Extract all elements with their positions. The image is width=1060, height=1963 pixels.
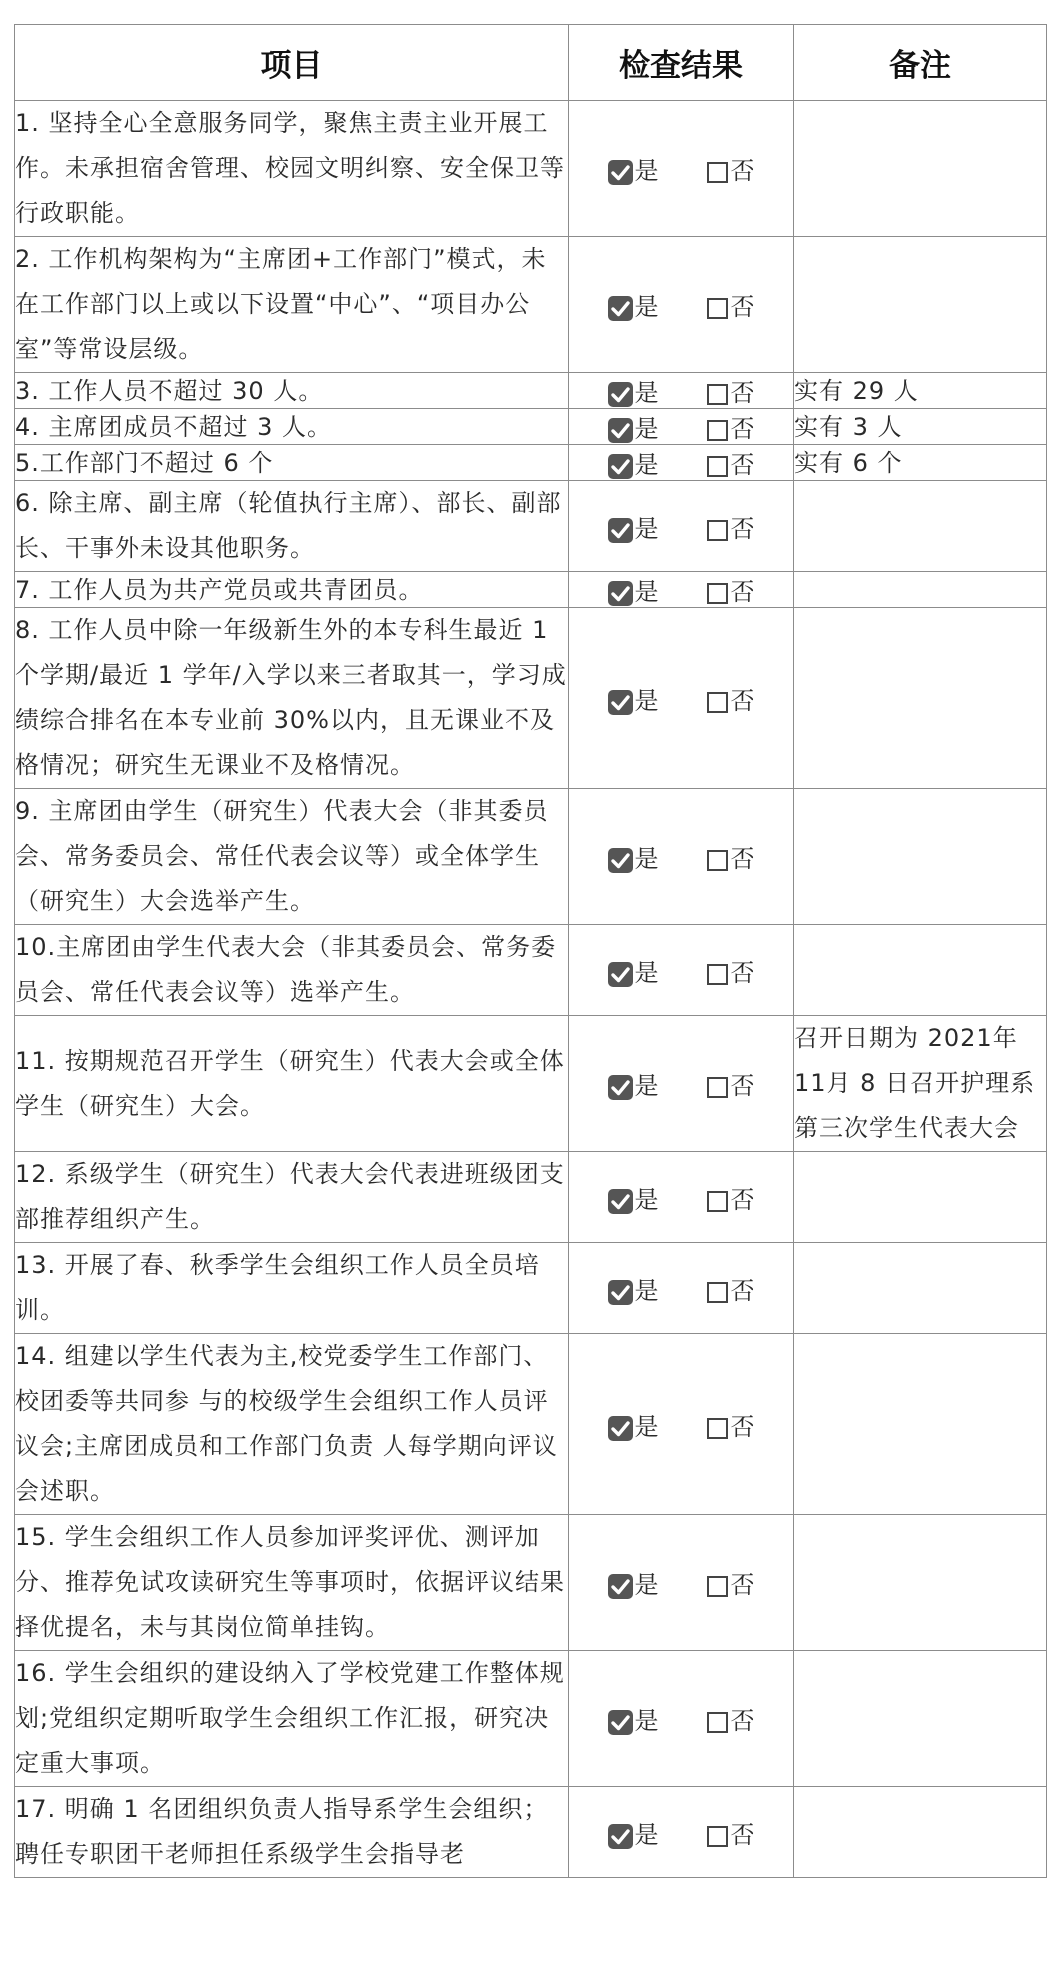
option-label-yes: 是	[634, 958, 659, 987]
option-yes[interactable]	[608, 1180, 659, 1215]
checked-checkbox-icon[interactable]	[608, 160, 633, 185]
option-yes[interactable]	[608, 509, 659, 544]
note-cell	[794, 1152, 1047, 1243]
result-cell	[569, 445, 794, 481]
result-cell	[569, 1016, 794, 1152]
item-text: 3. 工作人员不超过 30 人。	[15, 373, 569, 409]
item-text: 2. 工作机构架构为“主席团+工作部门”模式，未在工作部门以上或以下设置“中心”、“项目办公室”等常设层级。	[15, 237, 569, 373]
checked-checkbox-icon[interactable]	[608, 418, 633, 443]
option-no[interactable]	[707, 287, 755, 322]
unchecked-checkbox-icon[interactable]	[707, 1576, 728, 1597]
item-text: 1. 坚持全心全意服务同学，聚焦主责主业开展工作。未承担宿舍管理、校园文明纠察、安全保卫等行政职能。	[15, 101, 569, 237]
item-text: 15. 学生会组织工作人员参加评奖评优、测评加分、推荐免试攻读研究生等事项时，依据评议结果择优提名，未与其岗位简单挂钩。	[15, 1515, 569, 1651]
table-row	[15, 1016, 1047, 1152]
item-text: 7. 工作人员为共产党员或共青团员。	[15, 572, 569, 608]
option-no[interactable]	[707, 1271, 755, 1306]
item-text: 16. 学生会组织的建设纳入了学校党建工作整体规划;党组织定期听取学生会组织工作汇报，研究决定重大事项。	[15, 1651, 569, 1787]
checked-checkbox-icon[interactable]	[608, 382, 633, 407]
table-row	[15, 925, 1047, 1016]
table-row	[15, 481, 1047, 572]
option-label-yes: 是	[634, 845, 659, 873]
item-text: 17. 明确 1 名团组织负责人指导系学生会组织；聘任专职团干老师担任系级学生会指导老	[15, 1787, 569, 1878]
option-label-no: 否	[730, 1820, 755, 1849]
item-text: 6. 除主席、副主席（轮值执行主席）、部长、副部长、干事外未设其他职务。	[15, 481, 569, 572]
option-yes[interactable]	[608, 953, 659, 988]
option-label-yes: 是	[634, 514, 659, 543]
result-cell	[569, 1651, 794, 1787]
option-no[interactable]	[707, 1701, 755, 1736]
unchecked-checkbox-icon[interactable]	[707, 1191, 728, 1212]
note-cell	[794, 1515, 1047, 1651]
table-row	[15, 608, 1047, 789]
option-label-no: 否	[730, 845, 755, 873]
option-no[interactable]	[707, 151, 755, 186]
unchecked-checkbox-icon[interactable]	[707, 850, 728, 871]
result-cell	[569, 481, 794, 572]
result-cell	[569, 1787, 794, 1878]
checked-checkbox-icon[interactable]	[608, 848, 633, 873]
result-cell	[569, 1334, 794, 1515]
unchecked-checkbox-icon[interactable]	[707, 298, 728, 319]
table-row	[15, 409, 1047, 445]
option-label-yes: 是	[634, 1707, 659, 1735]
item-text: 13. 开展了春、秋季学生会组织工作人员全员培训。	[15, 1243, 569, 1334]
note-cell	[794, 572, 1047, 608]
item-text: 9. 主席团由学生（研究生）代表大会（非其委员会、常务委员会、常任代表会议等）或全体学生（研究生）大会选举产生。	[15, 789, 569, 925]
item-text: 8. 工作人员中除一年级新生外的本专科生最近 1 个学期/最近 1 学年/入学以来三者取其一，学习成绩综合排名在本专业前 30%以内，且无课业不及格情况；研究生无课业不及格情况。	[15, 608, 569, 789]
option-label-yes: 是	[634, 1571, 659, 1599]
result-cell	[569, 1243, 794, 1334]
header-item: 项目	[15, 25, 569, 101]
option-label-no: 否	[730, 1185, 755, 1214]
checked-checkbox-icon[interactable]	[608, 962, 633, 987]
result-cell	[569, 1152, 794, 1243]
option-label-yes: 是	[634, 1185, 659, 1214]
option-label-yes: 是	[634, 379, 659, 407]
unchecked-checkbox-icon[interactable]	[707, 964, 728, 985]
option-label-no: 否	[730, 415, 755, 443]
result-cell	[569, 373, 794, 409]
table-row	[15, 445, 1047, 481]
result-cell	[569, 925, 794, 1016]
item-text: 5.工作部门不超过 6 个	[15, 445, 569, 481]
option-label-yes: 是	[634, 1412, 659, 1441]
result-cell	[569, 1515, 794, 1651]
table-row	[15, 789, 1047, 925]
table-row	[15, 1787, 1047, 1878]
note-cell	[794, 1334, 1047, 1515]
unchecked-checkbox-icon[interactable]	[707, 692, 728, 713]
checked-checkbox-icon[interactable]	[608, 296, 633, 321]
table-row	[15, 572, 1047, 608]
option-label-no: 否	[730, 1072, 755, 1100]
option-label-no: 否	[730, 686, 755, 715]
option-no[interactable]	[707, 409, 755, 444]
option-label-yes: 是	[634, 451, 659, 479]
note-cell	[794, 925, 1047, 1016]
checked-checkbox-icon[interactable]	[608, 1574, 633, 1599]
option-no[interactable]	[707, 1066, 755, 1101]
note-cell	[794, 481, 1047, 572]
option-label-no: 否	[730, 514, 755, 543]
note-cell	[794, 101, 1047, 237]
note-cell: 实有 29 人	[794, 373, 1047, 409]
option-yes[interactable]	[608, 1565, 659, 1600]
item-text: 4. 主席团成员不超过 3 人。	[15, 409, 569, 445]
header-row	[15, 25, 1047, 101]
note-cell: 实有 6 个	[794, 445, 1047, 481]
table-row	[15, 1515, 1047, 1651]
checklist-table	[14, 24, 1047, 1878]
option-yes[interactable]	[608, 839, 659, 874]
unchecked-checkbox-icon[interactable]	[707, 384, 728, 405]
checked-checkbox-icon[interactable]	[608, 1189, 633, 1214]
table-row	[15, 1152, 1047, 1243]
note-cell	[794, 237, 1047, 373]
note-cell	[794, 789, 1047, 925]
unchecked-checkbox-icon[interactable]	[707, 1282, 728, 1303]
option-yes[interactable]	[608, 1815, 659, 1850]
result-cell	[569, 237, 794, 373]
checked-checkbox-icon[interactable]	[608, 690, 633, 715]
unchecked-checkbox-icon[interactable]	[707, 1418, 728, 1439]
option-no[interactable]	[707, 1815, 755, 1850]
option-label-yes: 是	[634, 1072, 659, 1100]
option-label-no: 否	[730, 1571, 755, 1599]
item-text: 11. 按期规范召开学生（研究生）代表大会或全体学生（研究生）大会。	[15, 1016, 569, 1152]
table-row	[15, 101, 1047, 237]
result-cell	[569, 789, 794, 925]
option-no[interactable]	[707, 1407, 755, 1442]
unchecked-checkbox-icon[interactable]	[707, 162, 728, 183]
option-label-yes: 是	[634, 293, 659, 321]
table-row	[15, 1334, 1047, 1515]
result-cell	[569, 572, 794, 608]
option-label-yes: 是	[634, 686, 659, 715]
checked-checkbox-icon[interactable]	[608, 1280, 633, 1305]
item-text: 14. 组建以学生代表为主,校党委学生工作部门、校团委等共同参 与的校级学生会组织工作人员评议会;主席团成员和工作部门负责 人每学期向评议会述职。	[15, 1334, 569, 1515]
option-label-no: 否	[730, 451, 755, 479]
unchecked-checkbox-icon[interactable]	[707, 1826, 728, 1847]
result-cell	[569, 409, 794, 445]
header-result: 检查结果	[569, 25, 794, 101]
option-no[interactable]	[707, 1565, 755, 1600]
table-row	[15, 237, 1047, 373]
option-no[interactable]	[707, 445, 755, 480]
item-text: 10.主席团由学生代表大会（非其委员会、常务委员会、常任代表会议等）选举产生。	[15, 925, 569, 1016]
header-note: 备注	[794, 25, 1047, 101]
option-yes[interactable]	[608, 409, 659, 444]
table-row	[15, 1651, 1047, 1787]
checked-checkbox-icon[interactable]	[608, 1824, 633, 1849]
option-label-yes: 是	[634, 415, 659, 443]
note-cell	[794, 1787, 1047, 1878]
checked-checkbox-icon[interactable]	[608, 1075, 633, 1100]
checked-checkbox-icon[interactable]	[608, 1710, 633, 1735]
table-row	[15, 1243, 1047, 1334]
unchecked-checkbox-icon[interactable]	[707, 1712, 728, 1733]
option-label-yes: 是	[634, 578, 659, 606]
note-cell: 实有 3 人	[794, 409, 1047, 445]
option-label-no: 否	[730, 1707, 755, 1735]
option-no[interactable]	[707, 839, 755, 874]
unchecked-checkbox-icon[interactable]	[707, 420, 728, 441]
option-yes[interactable]	[608, 151, 659, 186]
option-yes[interactable]	[608, 445, 659, 480]
option-no[interactable]	[707, 953, 755, 988]
unchecked-checkbox-icon[interactable]	[707, 520, 728, 541]
option-no[interactable]	[707, 681, 755, 716]
option-label-yes: 是	[634, 157, 659, 185]
option-yes[interactable]	[608, 1701, 659, 1736]
note-cell	[794, 1651, 1047, 1787]
option-yes[interactable]	[608, 681, 659, 716]
option-no[interactable]	[707, 509, 755, 544]
result-cell	[569, 101, 794, 237]
checked-checkbox-icon[interactable]	[608, 1416, 633, 1441]
checked-checkbox-icon[interactable]	[608, 518, 633, 543]
result-cell	[569, 608, 794, 789]
option-label-no: 否	[730, 1276, 755, 1305]
option-yes[interactable]	[608, 1271, 659, 1306]
item-text: 12. 系级学生（研究生）代表大会代表进班级团支部推荐组织产生。	[15, 1152, 569, 1243]
option-yes[interactable]	[608, 1066, 659, 1101]
option-label-no: 否	[730, 958, 755, 987]
note-cell	[794, 1243, 1047, 1334]
option-label-no: 否	[730, 578, 755, 606]
option-yes[interactable]	[608, 373, 659, 408]
note-cell: 召开日期为 2021年 11月 8 日召开护理系第三次学生代表大会	[794, 1016, 1047, 1152]
option-label-no: 否	[730, 379, 755, 407]
option-label-no: 否	[730, 1412, 755, 1441]
option-no[interactable]	[707, 373, 755, 408]
checked-checkbox-icon[interactable]	[608, 454, 633, 479]
table-row	[15, 373, 1047, 409]
unchecked-checkbox-icon[interactable]	[707, 1077, 728, 1098]
option-yes[interactable]	[608, 1407, 659, 1442]
unchecked-checkbox-icon[interactable]	[707, 583, 728, 604]
option-no[interactable]	[707, 1180, 755, 1215]
note-cell	[794, 608, 1047, 789]
option-no[interactable]	[707, 572, 755, 607]
option-label-no: 否	[730, 157, 755, 185]
option-label-no: 否	[730, 293, 755, 321]
option-yes[interactable]	[608, 287, 659, 322]
option-yes[interactable]	[608, 572, 659, 607]
checked-checkbox-icon[interactable]	[608, 581, 633, 606]
option-label-yes: 是	[634, 1820, 659, 1849]
unchecked-checkbox-icon[interactable]	[707, 456, 728, 477]
option-label-yes: 是	[634, 1276, 659, 1305]
